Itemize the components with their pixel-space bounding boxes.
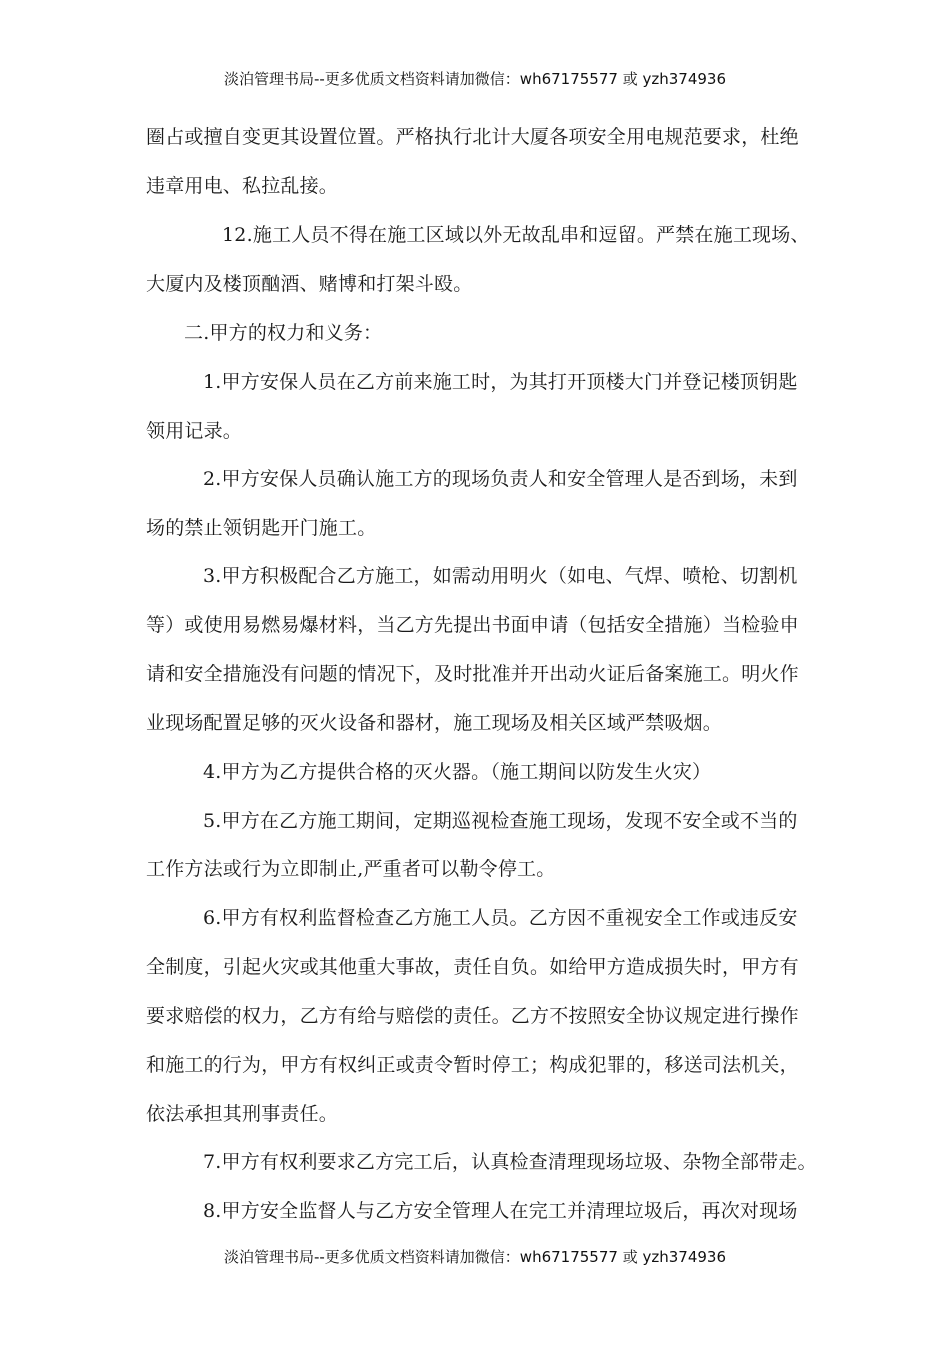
page-header: 淡泊管理书局--更多优质文档资料请加微信：wh67175577 或 yzh374936 [223,70,726,88]
text-line: 5.甲方在乙方施工期间，定期巡视检查施工现场，发现不安全或不当的 [203,810,798,832]
text-line: 工作方法或行为立即制止,严重者可以勒令停工。 [146,858,556,880]
text-line: 大厦内及楼顶酗酒、赌博和打架斗殴。 [146,273,473,295]
text-line: 和施工的行为，甲方有权纠正或责令暂时停工；构成犯罪的，移送司法机关， [146,1054,799,1076]
text-line: 全制度，引起火灾或其他重大事故，责任自负。如给甲方造成损失时，甲方有 [146,956,799,978]
page-footer: 淡泊管理书局--更多优质文档资料请加微信：wh67175577 或 yzh374936 [223,1248,726,1266]
text-line: 违章用电、私拉乱接。 [146,175,339,197]
text-line: 7.甲方有权利要求乙方完工后，认真检查清理现场垃圾、杂物全部带走。 [203,1151,817,1173]
text-line: 12.施工人员不得在施工区域以外无故乱串和逗留。严禁在施工现场、 [222,224,810,246]
text-line: 要求赔偿的权力，乙方有给与赔偿的责任。乙方不按照安全协议规定进行操作 [146,1005,799,1027]
text-line: 4.甲方为乙方提供合格的灭火器。（施工期间以防发生火灾） [203,761,712,783]
text-line: 8.甲方安全监督人与乙方安全管理人在完工并清理垃圾后，再次对现场 [203,1200,798,1222]
text-line: 1.甲方安保人员在乙方前来施工时，为其打开顶楼大门并登记楼顶钥匙 [203,371,798,393]
text-line: 等）或使用易燃易爆材料，当乙方先提出书面申请（包括安全措施）当检验申 [146,614,799,636]
text-line: 场的禁止领钥匙开门施工。 [146,517,377,539]
text-line: 请和安全措施没有问题的情况下，及时批准并开出动火证后备案施工。明火作 [146,663,799,685]
text-line: 依法承担其刑事责任。 [146,1103,339,1125]
text-line: 业现场配置足够的灭火设备和器材，施工现场及相关区域严禁吸烟。 [146,712,723,734]
section-heading: 二.甲方的权力和义务： [184,322,383,344]
text-line: 6.甲方有权利监督检查乙方施工人员。乙方因不重视安全工作或违反安 [203,907,798,929]
text-line: 2.甲方安保人员确认施工方的现场负责人和安全管理人是否到场，未到 [203,468,798,490]
text-line: 领用记录。 [146,420,243,442]
text-line: 3.甲方积极配合乙方施工，如需动用明火（如电、气焊、喷枪、切割机 [203,565,798,587]
text-line: 圈占或擅自变更其设置位置。严格执行北计大厦各项安全用电规范要求，杜绝 [146,126,799,148]
